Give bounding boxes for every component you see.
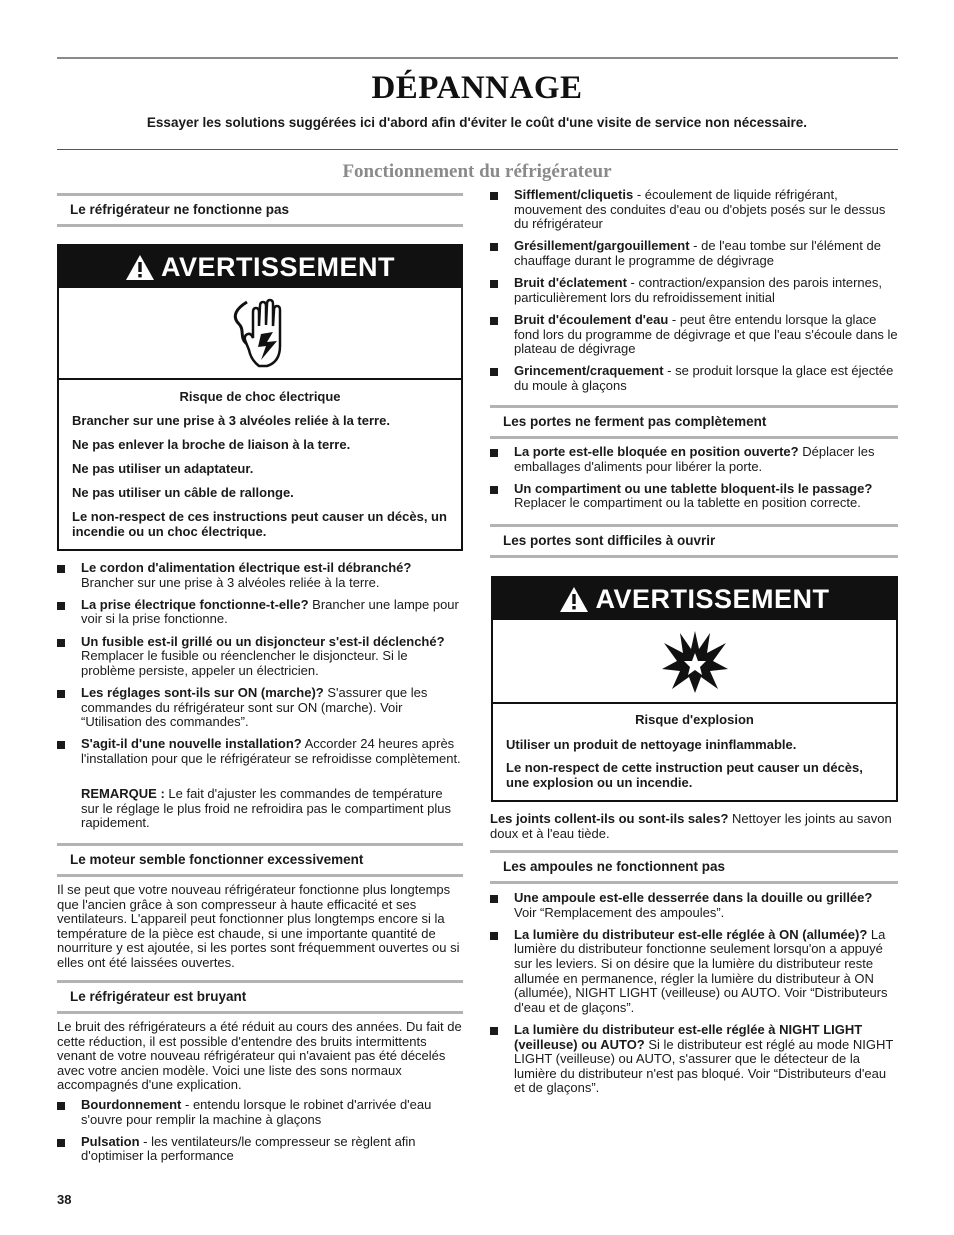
noisy-paragraph: Le bruit des réfrigérateurs a été réduit au cours des années. Du fait de cette réduction, il est possible d'entendre des bruits intermittents venant de votre nouveau réfrigérateur qui n'avaient pas été décelés avec votre ancien modèle. Voici une liste des sons normaux accompagnés d'une explication.	[57, 1019, 462, 1093]
warning-text	[493, 712, 896, 790]
list-item: Bruit d'éclatement - contraction/expansion des parois internes, particulièrement lors du refroidissement initial	[490, 276, 898, 305]
list-item: Sifflement/cliquetis - écoulement de liquide réfrigérant, mouvement des conduites d'eau ou d'objets posés sur le dessus du réfrigérateur	[490, 188, 898, 232]
explosion-pictogram	[493, 620, 896, 704]
heading-bulbs: Les ampoules ne fonctionnent pas	[490, 850, 898, 884]
doors-close-list	[490, 445, 898, 519]
note-label: REMARQUE :	[81, 786, 165, 801]
list-item: Les réglages sont-ils sur ON (marche)? S'assurer que les commandes du réfrigérateur sont sur ON (marche). Voir “Utilisation des commandes”.	[57, 686, 463, 730]
list-item: La lumière du distributeur est-elle réglée à NIGHT LIGHT (veilleuse) ou AUTO? Si le distributeur est réglé au mode NIGHT LIGHT (veilleuse) ou AUTO, s'assurer que le détecteur de la lumière du distributeur n'est pas bloqué. Voir “Distributeurs d'eau et de glaçons”.	[490, 1023, 898, 1096]
heading-doors-close: Les portes ne ferment pas complètement	[490, 405, 898, 439]
top-rule	[57, 57, 898, 59]
noise-list-left	[57, 1098, 463, 1172]
warning-line: Ne pas utiliser un adaptateur.	[72, 461, 254, 476]
list-item: S'agit-il d'une nouvelle installation? Accorder 24 heures après l'installation pour que le réfrigérateur se refroidisse complètement.	[57, 737, 463, 766]
explosion-warning-box	[491, 576, 898, 802]
heading-noisy: Le réfrigérateur est bruyant	[57, 980, 463, 1014]
warning-risk: Risque de choc électrique	[179, 389, 341, 404]
list-item: Un compartiment ou une tablette bloquent-ils le passage? Replacer le compartiment ou la tablette en position correcte.	[490, 482, 898, 511]
warning-banner	[59, 246, 461, 288]
page-title: DÉPANNAGE	[371, 70, 583, 106]
gaskets-paragraph: Les joints collent-ils ou sont-ils sales? Nettoyer les joints au savon doux et à l'eau tiède.	[490, 811, 892, 841]
warning-risk: Risque d'explosion	[635, 712, 754, 727]
warning-line: Ne pas utiliser un câble de rallonge.	[72, 485, 294, 500]
heading-motor: Le moteur semble fonctionner excessivement	[57, 843, 463, 877]
warning-banner	[493, 578, 896, 620]
warning-triangle-icon	[125, 254, 155, 281]
heading-not-working: Le réfrigérateur ne fonctionne pas	[57, 193, 463, 227]
warning-triangle-icon	[559, 586, 589, 613]
warning-banner-label: AVERTISSEMENT	[160, 251, 396, 282]
section-title: Fonctionnement du réfrigérateur	[342, 161, 612, 182]
heading-doors-open: Les portes sont difficiles à ouvrir	[490, 524, 898, 558]
warning-line: Le non-respect de cette instruction peut causer un décès, une explosion ou un incendie.	[506, 760, 863, 790]
electric-shock-pictogram	[59, 288, 461, 380]
list-item: Bourdonnement - entendu lorsque le robinet d'arrivée d'eau s'ouvre pour remplir la machine à glaçons	[57, 1098, 463, 1127]
list-item: Une ampoule est-elle desserrée dans la douille ou grillée? Voir “Remplacement des ampoules”.	[490, 891, 898, 920]
list-item: Grésillement/gargouillement - de l'eau tombe sur l'élément de chauffage durant le programme de dégivrage	[490, 239, 898, 268]
list-item: La prise électrique fonctionne-t-elle? Brancher une lampe pour voir si la prise fonctionne.	[57, 598, 463, 627]
section-rule	[57, 149, 898, 150]
list-item: Un fusible est-il grillé ou un disjoncteur s'est-il déclenché? Remplacer le fusible ou réenclencher le disjoncteur. Si le problème persiste, appeler un électricien.	[57, 635, 463, 679]
noise-list-right	[490, 188, 898, 401]
bulbs-list	[490, 891, 898, 1104]
list-item: La porte est-elle bloquée en position ouverte? Déplacer les emballages d'aliments pour libérer la porte.	[490, 445, 898, 474]
warning-banner-label: AVERTISSEMENT	[595, 583, 830, 614]
explosion-icon	[660, 627, 730, 695]
warning-text	[59, 389, 461, 539]
electric-shock-hand-icon	[225, 294, 295, 372]
list-item: Le cordon d'alimentation électrique est-il débranché? Brancher sur une prise à 3 alvéoles reliée à la terre.	[57, 561, 463, 590]
not-working-list	[57, 561, 463, 774]
list-item: Pulsation - les ventilateurs/le compresseur se règlent afin d'optimiser la performance	[57, 1135, 463, 1164]
list-item: Grincement/craquement - se produit lorsque la glace est éjectée du moule à glaçons	[490, 364, 898, 393]
page-number: 38	[57, 1192, 72, 1207]
warning-line: Le non-respect de ces instructions peut causer un décès, un incendie ou un choc électrique.	[72, 509, 447, 539]
intro-text: Essayer les solutions suggérées ici d'abord afin d'éviter le coût d'une visite de service non nécessaire.	[146, 115, 808, 130]
list-item: La lumière du distributeur est-elle réglée à ON (allumée)? La lumière du distributeur fonctionne seulement lorsqu'on a appuyé sur les leviers. Si on désire que la lumière du distributeur reste allumée en permanence, régler la lumière du distributeur à ON (allumée), NIGHT LIGHT (veilleuse) ou AUTO. Voir “Distributeurs d'eau et de glaçons”.	[490, 928, 898, 1016]
warning-line: Ne pas enlever la broche de liaison à la terre.	[72, 437, 351, 452]
warning-line: Utiliser un produit de nettoyage ininflammable.	[506, 737, 797, 752]
warning-line: Brancher sur une prise à 3 alvéoles reliée à la terre.	[72, 413, 390, 428]
motor-paragraph: Il se peut que votre nouveau réfrigérateur fonctionne plus longtemps que l'ancien grâce à son compresseur à haute efficacité et ses ventilateurs. L'appareil peut fonctionner plus longtemps encore si la température de la pièce est chaude, si une importante quantité de nourriture y est ajoutée, si les portes sont fréquemment ouvertes ou si elles ont été laissées ouvertes.	[57, 882, 460, 970]
note-paragraph: REMARQUE : Le fait d'ajuster les commandes de température sur le réglage le plus froid ne refroidira pas le compartiment plus rapidement.	[81, 786, 451, 831]
electric-shock-warning-box	[57, 244, 463, 551]
list-item: Bruit d'écoulement d'eau - peut être entendu lorsque la glace fond lors du programme de dégivrage et que l'eau s'écoule dans le plateau de dégivrage	[490, 313, 898, 357]
